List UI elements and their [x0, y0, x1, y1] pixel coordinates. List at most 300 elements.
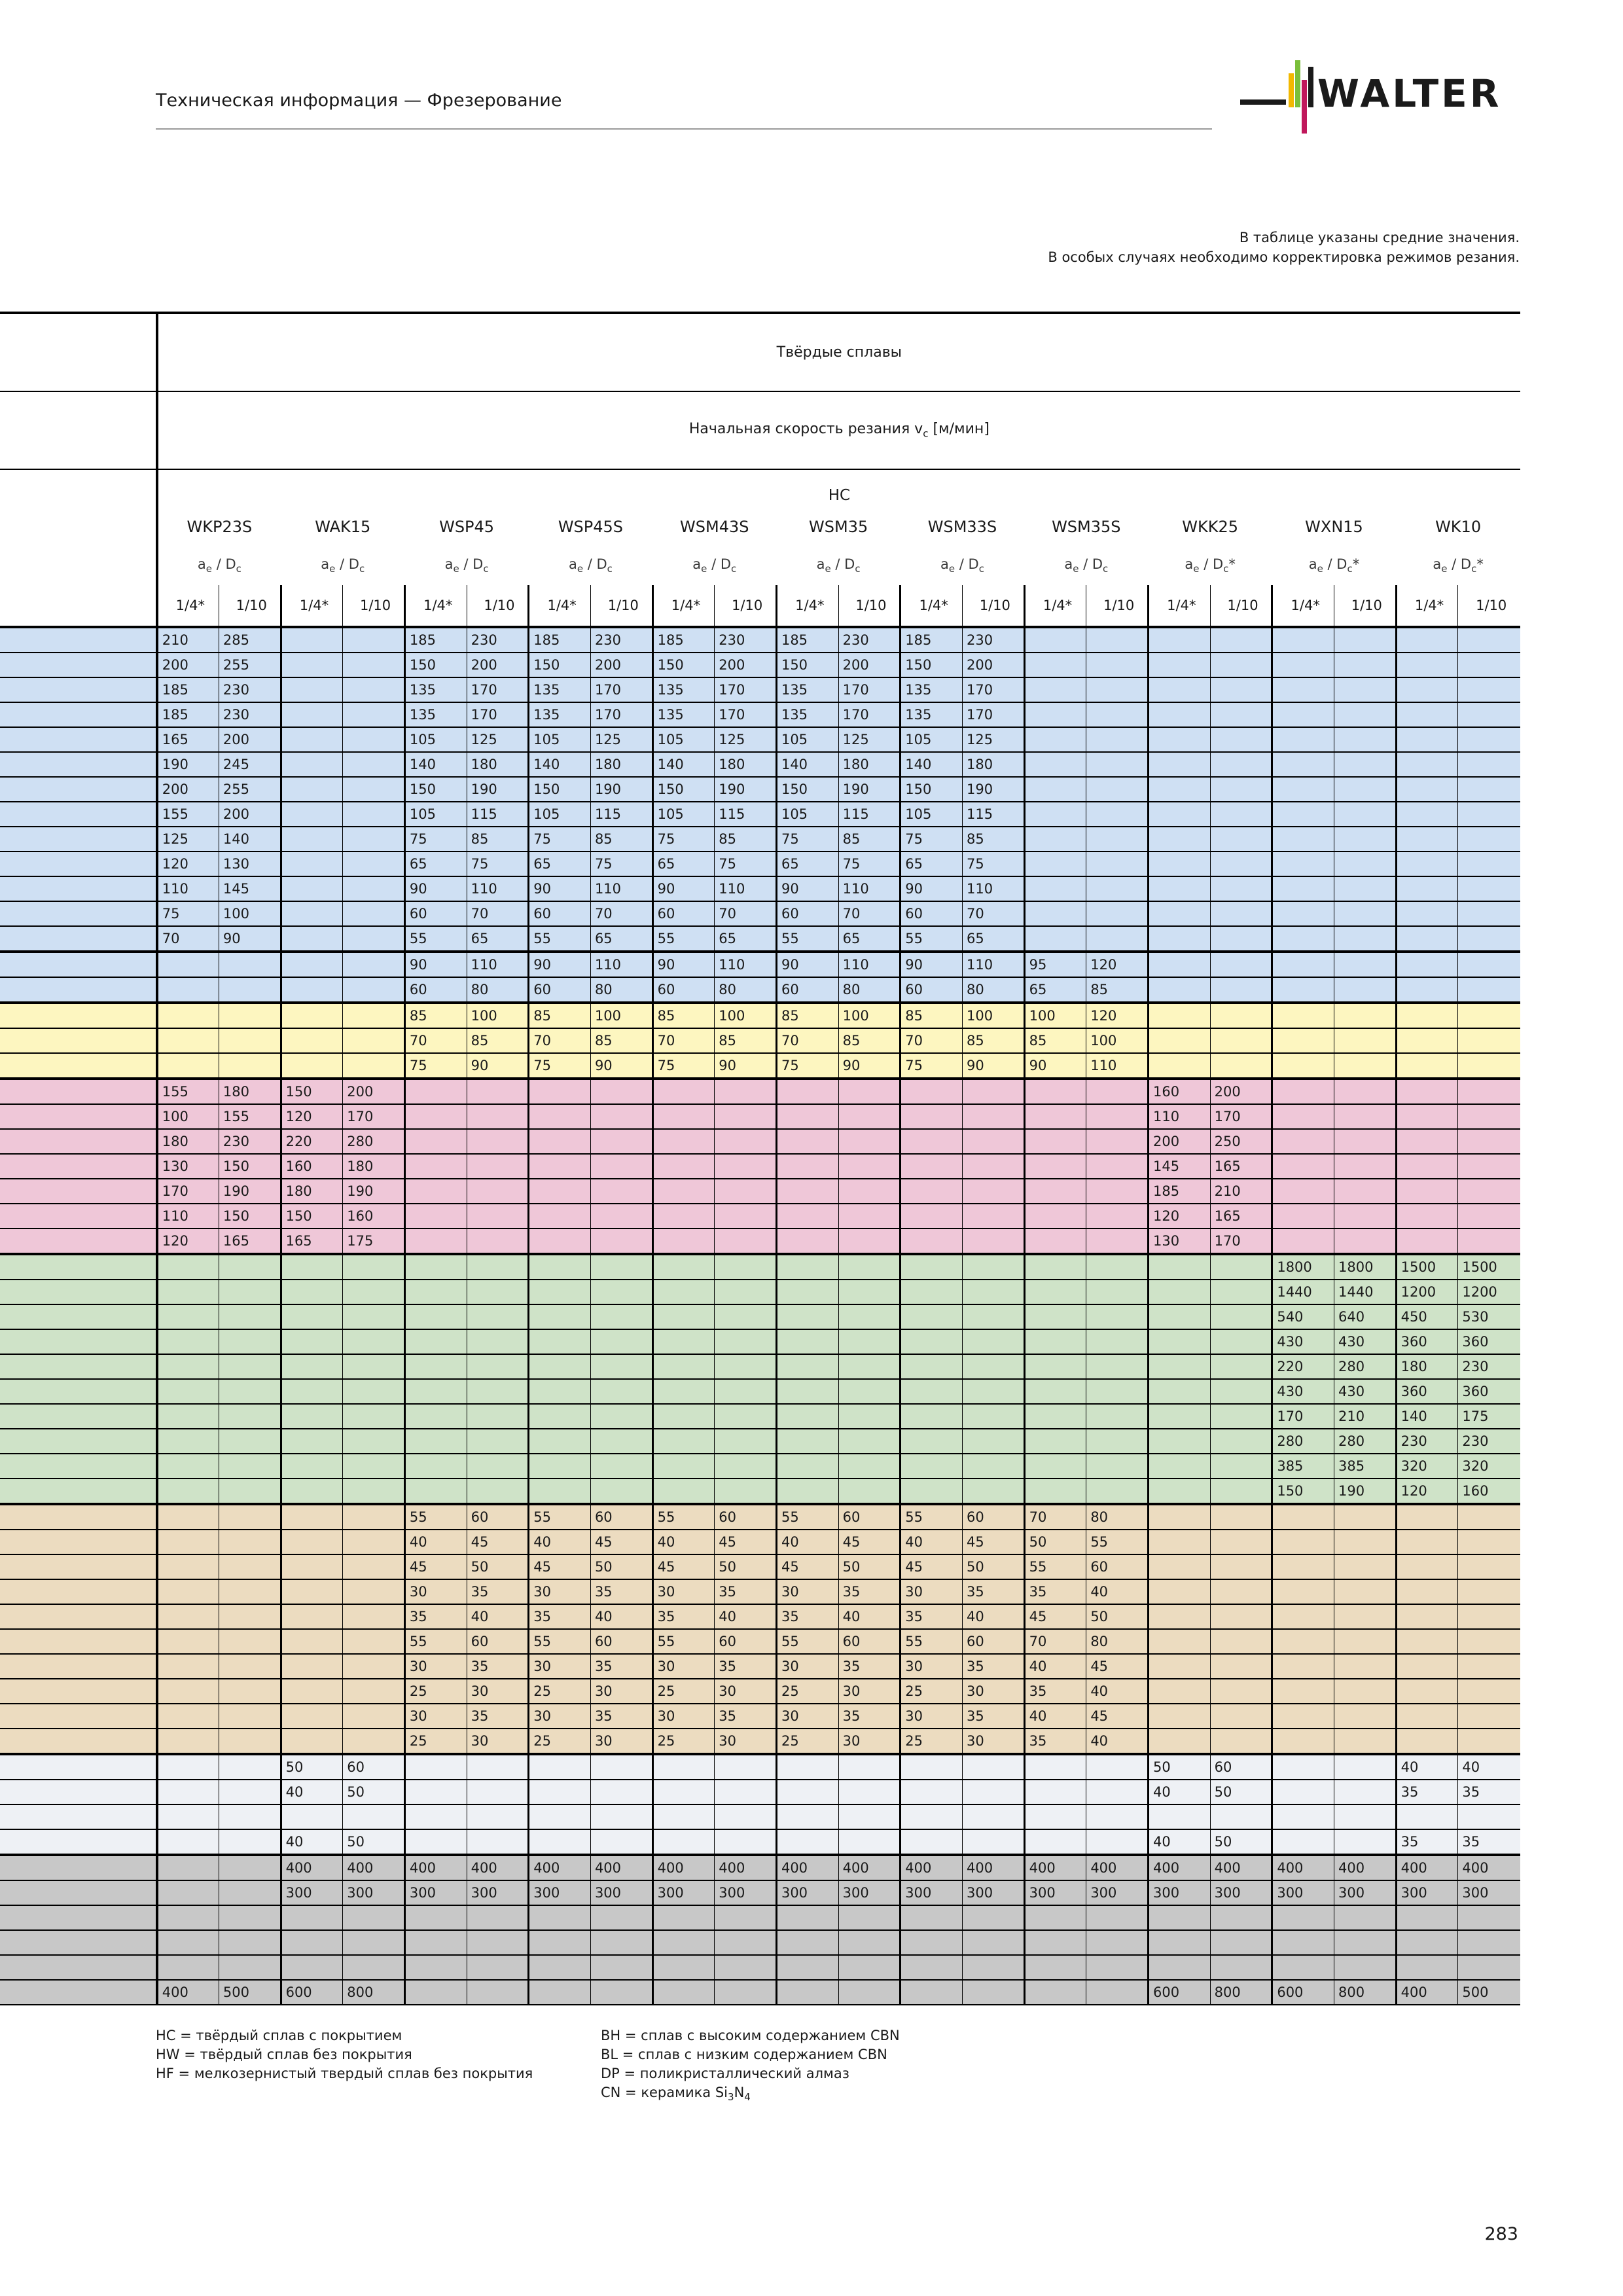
- speed-cell: [1334, 1754, 1397, 1780]
- speed-cell: 360: [1396, 1379, 1458, 1404]
- speed-cell: 150: [404, 653, 467, 677]
- speed-cell: [1148, 1654, 1210, 1679]
- speed-cell: 60: [652, 977, 715, 1003]
- speed-cell: 170: [838, 677, 901, 702]
- speed-cell: [1396, 977, 1458, 1003]
- speed-cell: [281, 827, 343, 852]
- material-group-cell: [0, 1379, 157, 1404]
- speed-cell: 40: [281, 1780, 343, 1804]
- speed-cell: [776, 1479, 838, 1504]
- grade-names-row: [0, 508, 1520, 546]
- speed-cell: 150: [652, 653, 715, 677]
- speed-cell: [776, 1329, 838, 1354]
- speed-cell: 60: [467, 1504, 529, 1530]
- speed-cell: [715, 1479, 777, 1504]
- speed-cell: [1024, 852, 1086, 876]
- speed-cell: 300: [1272, 1880, 1334, 1905]
- speed-cell: [1458, 752, 1520, 777]
- speed-cell: [838, 1454, 901, 1479]
- speed-cell: [219, 1028, 281, 1053]
- speed-cell: 105: [901, 727, 963, 752]
- speed-cell: [157, 1729, 219, 1754]
- speed-cell: 385: [1272, 1454, 1334, 1479]
- speed-cell: [1086, 1479, 1149, 1504]
- material-group-cell: [0, 1704, 157, 1729]
- speed-cell: [1458, 1204, 1520, 1229]
- speed-cell: 230: [1458, 1354, 1520, 1379]
- speed-cell: 200: [219, 802, 281, 827]
- legend-item-bh: BH = сплав с высоким содержанием CBN: [601, 2028, 900, 2043]
- speed-cell: 40: [1086, 1579, 1149, 1604]
- speed-cell: [901, 1104, 963, 1129]
- speed-cell: [529, 1980, 591, 2005]
- speed-cell: 165: [157, 727, 219, 752]
- material-group-cell: [0, 1780, 157, 1804]
- speed-cell: [962, 1429, 1024, 1454]
- ratio-value-label: 1/10: [467, 585, 529, 627]
- speed-cell: 65: [652, 852, 715, 876]
- speed-title-row: [0, 391, 1520, 469]
- speed-cell: [1396, 1104, 1458, 1129]
- speed-cell: [1210, 1304, 1272, 1329]
- speed-cell: [901, 1454, 963, 1479]
- speed-cell: [1024, 1930, 1086, 1955]
- speed-cell: 140: [219, 827, 281, 852]
- speed-cell: [1334, 653, 1397, 677]
- speed-cell: [343, 802, 405, 827]
- speed-cell: 125: [590, 727, 652, 752]
- speed-cell: [1272, 1129, 1334, 1154]
- speed-cell: 60: [1086, 1554, 1149, 1579]
- speed-cell: [404, 1329, 467, 1354]
- speed-cell: [901, 1154, 963, 1179]
- speed-cell: 400: [1086, 1855, 1149, 1880]
- speed-cell: [343, 653, 405, 677]
- speed-cell: [343, 1028, 405, 1053]
- speed-cell: 50: [281, 1754, 343, 1780]
- speed-cell: 100: [590, 1003, 652, 1028]
- speed-cell: [219, 1530, 281, 1554]
- speed-cell: [1148, 901, 1210, 926]
- speed-cell: 170: [838, 702, 901, 727]
- speed-cell: [1148, 627, 1210, 653]
- speed-cell: 230: [219, 702, 281, 727]
- speed-cell: 530: [1458, 1304, 1520, 1329]
- material-group-cell: [0, 977, 157, 1003]
- speed-cell: [343, 1955, 405, 1980]
- speed-cell: [157, 1053, 219, 1079]
- speed-cell: 230: [962, 627, 1024, 653]
- speed-cell: [1272, 1780, 1334, 1804]
- speed-cell: [1396, 852, 1458, 876]
- speed-cell: [281, 1554, 343, 1579]
- speed-cell: [652, 1404, 715, 1429]
- speed-cell: 150: [404, 777, 467, 802]
- speed-cell: 90: [652, 876, 715, 901]
- speed-cell: [157, 1679, 219, 1704]
- speed-cell: 280: [1334, 1354, 1397, 1379]
- speed-cell: 190: [219, 1179, 281, 1204]
- speed-cell: [281, 1704, 343, 1729]
- speed-cell: 190: [715, 777, 777, 802]
- material-group-cell: [0, 702, 157, 727]
- engagement-ratio-row: [0, 546, 1520, 585]
- speed-cell: 300: [1086, 1880, 1149, 1905]
- grade-name: WSM35S: [1052, 518, 1121, 536]
- speed-cell: 190: [343, 1179, 405, 1204]
- speed-cell: 65: [901, 852, 963, 876]
- speed-cell: 40: [1086, 1679, 1149, 1704]
- material-group-cell: [0, 1604, 157, 1629]
- speed-cell: 110: [1086, 1053, 1149, 1079]
- speed-cell: 50: [1210, 1780, 1272, 1804]
- speed-cell: [1210, 777, 1272, 802]
- speed-cell: [590, 1104, 652, 1129]
- material-group-cell: [0, 1829, 157, 1855]
- speed-cell: [962, 1254, 1024, 1280]
- speed-cell: 45: [1086, 1704, 1149, 1729]
- speed-cell: 185: [157, 677, 219, 702]
- speed-cell: [343, 777, 405, 802]
- speed-cell: [1086, 752, 1149, 777]
- speed-cell: [1148, 1254, 1210, 1280]
- speed-cell: [219, 1930, 281, 1955]
- table-row: [0, 1829, 1520, 1855]
- speed-cell: [219, 1629, 281, 1654]
- speed-cell: [901, 1129, 963, 1154]
- speed-cell: [838, 1280, 901, 1304]
- speed-cell: 70: [715, 901, 777, 926]
- speed-cell: 160: [1148, 1079, 1210, 1104]
- speed-cell: 150: [776, 653, 838, 677]
- speed-cell: [590, 1804, 652, 1829]
- speed-cell: [219, 977, 281, 1003]
- speed-cell: [776, 1129, 838, 1154]
- speed-cell: [467, 1980, 529, 2005]
- page-number: 283: [1484, 2224, 1518, 2244]
- ratio-value-label: 1/10: [590, 585, 652, 627]
- speed-cell: 30: [715, 1679, 777, 1704]
- speed-cell: [281, 1280, 343, 1304]
- speed-cell: [343, 1454, 405, 1479]
- speed-cell: [281, 1604, 343, 1629]
- speed-cell: [157, 1304, 219, 1329]
- speed-cell: [1024, 1780, 1086, 1804]
- speed-cell: [652, 1905, 715, 1930]
- speed-cell: 75: [404, 1053, 467, 1079]
- note-line-2: В особых случаях необходимо корректировка режимов резания.: [1048, 249, 1520, 265]
- speed-cell: 50: [1024, 1530, 1086, 1554]
- table-row: [0, 977, 1520, 1003]
- speed-cell: [1086, 627, 1149, 653]
- speed-cell: 35: [1024, 1729, 1086, 1754]
- speed-cell: [1210, 702, 1272, 727]
- speed-cell: [590, 1129, 652, 1154]
- speed-cell: [1334, 1504, 1397, 1530]
- speed-cell: [962, 1479, 1024, 1504]
- speed-cell: [1334, 827, 1397, 852]
- speed-cell: [343, 1554, 405, 1579]
- speed-cell: [715, 1955, 777, 1980]
- speed-cell: [1458, 802, 1520, 827]
- table-row: [0, 1129, 1520, 1154]
- speed-cell: [1024, 1129, 1086, 1154]
- speed-cell: [157, 1003, 219, 1028]
- table-row: [0, 1704, 1520, 1729]
- speed-cell: [219, 1304, 281, 1329]
- speed-cell: [157, 1629, 219, 1654]
- speed-cell: [529, 1780, 591, 1804]
- speed-cell: 160: [343, 1204, 405, 1229]
- material-group-cell: [0, 1429, 157, 1454]
- speed-cell: 45: [652, 1554, 715, 1579]
- speed-cell: 60: [901, 977, 963, 1003]
- speed-cell: 30: [404, 1654, 467, 1679]
- speed-cell: [281, 1530, 343, 1554]
- speed-cell: 30: [404, 1579, 467, 1604]
- speed-cell: [1148, 1404, 1210, 1429]
- speed-cell: 90: [962, 1053, 1024, 1079]
- ratio-value-label: 1/10: [962, 585, 1024, 627]
- speed-cell: [1086, 1254, 1149, 1280]
- speed-cell: [1024, 677, 1086, 702]
- speed-cell: [715, 1780, 777, 1804]
- speed-cell: [219, 1905, 281, 1930]
- speed-cell: [1272, 1930, 1334, 1955]
- speed-cell: 140: [652, 752, 715, 777]
- speed-cell: 300: [404, 1880, 467, 1905]
- speed-cell: [529, 1229, 591, 1254]
- speed-cell: 50: [1148, 1754, 1210, 1780]
- speed-cell: [404, 1079, 467, 1104]
- speed-cell: [1272, 677, 1334, 702]
- speed-cell: 35: [838, 1654, 901, 1679]
- speed-cell: [962, 1229, 1024, 1254]
- table-row: [0, 1454, 1520, 1479]
- speed-cell: [962, 1955, 1024, 1980]
- table-row: [0, 677, 1520, 702]
- speed-cell: 60: [962, 1629, 1024, 1654]
- speed-cell: [219, 1754, 281, 1780]
- speed-cell: [715, 1254, 777, 1280]
- speed-cell: 180: [715, 752, 777, 777]
- speed-cell: 280: [1272, 1429, 1334, 1454]
- speed-cell: 400: [776, 1855, 838, 1880]
- speed-cell: [776, 1379, 838, 1404]
- ratio-value-label: 1/4*: [404, 585, 467, 627]
- speed-cell: [590, 1229, 652, 1254]
- speed-cell: 300: [1148, 1880, 1210, 1905]
- speed-cell: [901, 1404, 963, 1429]
- speed-cell: 165: [1210, 1204, 1272, 1229]
- speed-cell: 35: [529, 1604, 591, 1629]
- speed-cell: [901, 1079, 963, 1104]
- speed-cell: 85: [590, 1028, 652, 1053]
- speed-cell: [529, 1479, 591, 1504]
- ratio-value-label: 1/4*: [157, 585, 219, 627]
- speed-cell: [281, 1479, 343, 1504]
- speed-cell: [1334, 702, 1397, 727]
- speed-cell: [1086, 1204, 1149, 1229]
- speed-cell: [1148, 1379, 1210, 1404]
- speed-cell: [715, 1329, 777, 1354]
- speed-cell: [1024, 1829, 1086, 1855]
- speed-cell: [1210, 1379, 1272, 1404]
- speed-cell: 40: [652, 1530, 715, 1554]
- speed-cell: 30: [776, 1579, 838, 1604]
- speed-cell: [715, 1280, 777, 1304]
- speed-cell: 105: [404, 802, 467, 827]
- speed-cell: 30: [652, 1654, 715, 1679]
- speed-cell: [776, 1930, 838, 1955]
- speed-cell: [281, 1254, 343, 1280]
- speed-cell: [219, 1554, 281, 1579]
- table-row: [0, 702, 1520, 727]
- speed-cell: 30: [590, 1729, 652, 1754]
- speed-cell: 140: [776, 752, 838, 777]
- speed-cell: [1210, 1429, 1272, 1454]
- speed-cell: [343, 1804, 405, 1829]
- speed-cell: [1396, 1003, 1458, 1028]
- speed-cell: [343, 752, 405, 777]
- speed-cell: [838, 1104, 901, 1129]
- speed-cell: [1024, 1079, 1086, 1104]
- speed-cell: [1396, 1679, 1458, 1704]
- speed-cell: [281, 901, 343, 926]
- speed-cell: 25: [776, 1729, 838, 1754]
- speed-cell: 180: [838, 752, 901, 777]
- legend-right: [601, 2026, 900, 2107]
- material-group-cell: [0, 1254, 157, 1280]
- speed-table-body: [0, 627, 1520, 2005]
- speed-cell: [281, 1679, 343, 1704]
- speed-cell: [343, 627, 405, 653]
- speed-cell: [1024, 1905, 1086, 1930]
- speed-cell: [1334, 677, 1397, 702]
- speed-cell: 85: [962, 1028, 1024, 1053]
- speed-cell: [1396, 1704, 1458, 1729]
- speed-cell: [529, 1129, 591, 1154]
- material-group-cell: [0, 1905, 157, 1930]
- speed-cell: [529, 1104, 591, 1129]
- material-group-cell: [0, 1003, 157, 1028]
- speed-cell: 125: [467, 727, 529, 752]
- speed-cell: [343, 852, 405, 876]
- speed-cell: 85: [1024, 1028, 1086, 1053]
- speed-cell: [281, 876, 343, 901]
- speed-cell: 180: [157, 1129, 219, 1154]
- speed-cell: [1024, 802, 1086, 827]
- speed-cell: 135: [901, 702, 963, 727]
- speed-cell: [1272, 802, 1334, 827]
- speed-cell: [467, 1329, 529, 1354]
- speed-cell: [1334, 1154, 1397, 1179]
- speed-cell: [1458, 977, 1520, 1003]
- speed-cell: 400: [1148, 1855, 1210, 1880]
- speed-cell: 170: [962, 677, 1024, 702]
- speed-cell: [1458, 677, 1520, 702]
- speed-cell: [1086, 1955, 1149, 1980]
- speed-cell: 90: [404, 952, 467, 977]
- speed-cell: 105: [652, 802, 715, 827]
- table-row: [0, 1530, 1520, 1554]
- speed-cell: 45: [467, 1530, 529, 1554]
- table-row: [0, 876, 1520, 901]
- speed-cell: 300: [962, 1880, 1024, 1905]
- speed-cell: 65: [1024, 977, 1086, 1003]
- speed-cell: [1272, 1604, 1334, 1629]
- speed-cell: [467, 1154, 529, 1179]
- table-row: [0, 1254, 1520, 1280]
- speed-cell: 300: [901, 1880, 963, 1905]
- speed-cell: [529, 1179, 591, 1204]
- speed-cell: [1396, 627, 1458, 653]
- speed-cell: [281, 1905, 343, 1930]
- speed-cell: [1086, 1229, 1149, 1254]
- speed-cell: [529, 1930, 591, 1955]
- grade-name: WSP45: [439, 518, 495, 536]
- speed-cell: 105: [529, 802, 591, 827]
- speed-cell: [1334, 752, 1397, 777]
- speed-cell: [343, 1053, 405, 1079]
- speed-cell: 105: [776, 802, 838, 827]
- speed-cell: [467, 1454, 529, 1479]
- material-group-cell: [0, 1930, 157, 1955]
- speed-cell: [157, 1354, 219, 1379]
- speed-cell: [1334, 802, 1397, 827]
- speed-cell: 120: [1086, 952, 1149, 977]
- speed-cell: 300: [715, 1880, 777, 1905]
- speed-cell: [838, 1329, 901, 1354]
- legend-item-cn: CN = керамика $Si_3N_4$: [601, 2085, 751, 2104]
- speed-cell: [1210, 653, 1272, 677]
- speed-cell: [157, 1855, 219, 1880]
- speed-cell: 35: [467, 1654, 529, 1679]
- speed-cell: 1500: [1458, 1254, 1520, 1280]
- grade-name: WSM43S: [680, 518, 749, 536]
- speed-cell: [901, 1379, 963, 1404]
- speed-cell: [529, 1404, 591, 1429]
- speed-cell: [1334, 1104, 1397, 1129]
- speed-cell: [1396, 1079, 1458, 1104]
- speed-cell: [652, 1829, 715, 1855]
- speed-cell: [1024, 1804, 1086, 1829]
- speed-cell: [1334, 1679, 1397, 1704]
- speed-cell: 160: [281, 1154, 343, 1179]
- speed-cell: [281, 1955, 343, 1980]
- speed-cell: [1396, 827, 1458, 852]
- speed-cell: [962, 1304, 1024, 1329]
- speed-cell: [1334, 1829, 1397, 1855]
- grade-name: WSM33S: [927, 518, 997, 536]
- table-row: [0, 1504, 1520, 1530]
- speed-cell: [652, 1804, 715, 1829]
- material-group-cell: [0, 627, 157, 653]
- speed-cell: 55: [901, 926, 963, 952]
- speed-cell: [404, 1129, 467, 1154]
- speed-cell: [901, 1354, 963, 1379]
- speed-cell: [1148, 1028, 1210, 1053]
- speed-cell: [281, 1429, 343, 1454]
- speed-cell: [962, 1154, 1024, 1179]
- speed-cell: [1210, 1454, 1272, 1479]
- speed-cell: 40: [776, 1530, 838, 1554]
- speed-cell: [590, 1829, 652, 1855]
- table-row: [0, 1780, 1520, 1804]
- table-row: [0, 1304, 1520, 1329]
- speed-cell: 90: [529, 952, 591, 977]
- speed-cell: 70: [776, 1028, 838, 1053]
